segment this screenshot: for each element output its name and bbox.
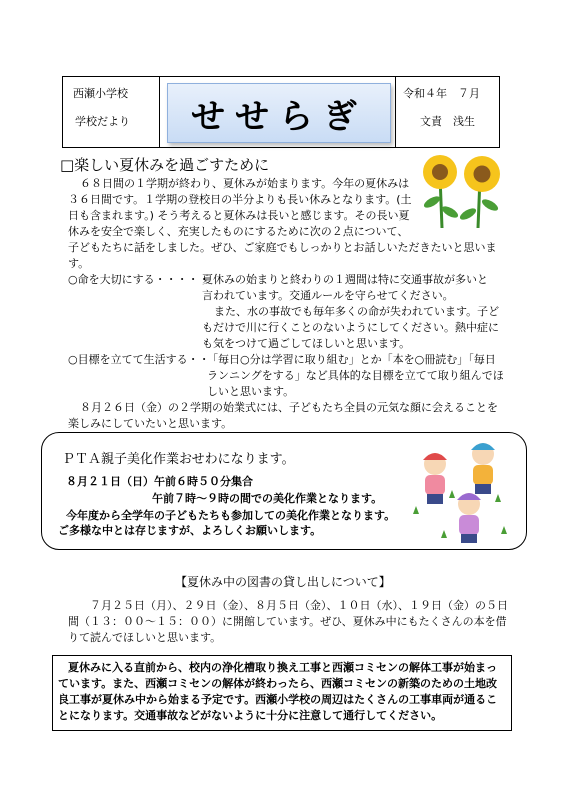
- text-line: 夏休みに入る直前から、校内の浄化槽取り換え工事と西瀬コミセンの解体工事が始まっ: [68, 661, 497, 674]
- header-table: [62, 76, 500, 148]
- text-line: ランニングをする」など具体的な目標を立てて取り組んでほ: [207, 369, 504, 382]
- pta-heading: ＰＴＡ親子美化作業おせわになります。: [62, 452, 295, 467]
- closing-paragraph: [68, 400, 498, 432]
- pta-line: 今年度から全学年の子どもたちも参加しての美化作業となります。: [66, 509, 396, 522]
- text-line: しいと思います。: [207, 385, 295, 398]
- child-icon: [471, 443, 495, 494]
- text-line: ７月２５日（月）、２９日（金）、８月５日（金）、１０日（水）、１９日（金）の５日: [90, 599, 508, 612]
- pta-line: 午前７時～９時の間での美化作業となります。: [152, 492, 383, 505]
- text-line: とになります。交通事故などがないように十分に注意して通行してください。: [58, 709, 443, 722]
- text-line: ています。また、西瀬コミセンの解体が終わったら、西瀬コミセンの新築のための土地改: [58, 677, 498, 690]
- text-line: もだけで川に行くことのないようにしてください。熱中症に: [202, 321, 499, 334]
- pta-line: ８月２１日（日）午前６時５０分集合: [66, 475, 253, 488]
- text-line: りて読んでほしいと思います。: [68, 631, 222, 644]
- children-cleaning-illustration: [405, 438, 517, 546]
- author: 文責 浅生: [420, 115, 475, 128]
- header-divider: [159, 77, 160, 147]
- text-line: 「毎日○分は学習に取り組む」とか「本を○冊読む」「毎日: [207, 353, 496, 366]
- text-line: ３６日間です。１学期の登校日の半分よりも長い休みとなります。(土: [68, 193, 412, 206]
- section-heading: □楽しい夏休みを過ごすために: [60, 156, 270, 174]
- school-name: 西瀬小学校: [73, 87, 128, 100]
- child-icon: [423, 453, 447, 504]
- text-line: また、水の事故でも毎年多くの命が失われています。子ど: [214, 305, 500, 318]
- text-line: 言われています。交通ルールを守らせてください。: [202, 289, 454, 302]
- text-line: 良工事が夏休み中から始まる予定です。西瀬小学校の周辺はたくさんの工事車両が通るこ: [58, 693, 498, 706]
- library-heading: 【夏休み中の図書の貸し出しについて】: [175, 575, 391, 589]
- pta-line: ご多様な中とは存じますが、よろしくお願いします。: [58, 524, 322, 537]
- text-line: 休みを安全で楽しく、充実したものにするために次の２点について、: [68, 225, 409, 238]
- text-line: 日も含まれます。) そう考えると夏休みは長いと感じます。その長い夏: [68, 209, 410, 222]
- item2-label: ○目標を立てて生活する・・: [68, 353, 210, 366]
- intro-paragraph: [68, 176, 497, 272]
- text-line: 間（１３：００～１５：００）に開館しています。ぜひ、夏休み中にもたくさんの本を借: [68, 615, 507, 628]
- newsletter-title: せせらぎ: [167, 83, 391, 143]
- newsletter-label: 学校だより: [75, 115, 130, 128]
- text-line: も気をつけて過ごしてほしいと思います。: [202, 337, 411, 350]
- text-line: す。: [68, 257, 90, 270]
- text-line: 楽しみにしていたいと思います。: [68, 417, 233, 430]
- header-divider: [395, 77, 396, 147]
- library-paragraph: [68, 598, 508, 646]
- construction-notice-text: [58, 660, 497, 724]
- item1-label: ○命を大切にする・・・・・: [68, 273, 210, 286]
- text-line: ８月２６日（金）の２学期の始業式には、子どもたち全員の元気な顔に会えることを: [80, 401, 498, 414]
- text-line: 夏休みの始まりと終わりの１週間は特に交通事故が多いと: [202, 273, 488, 286]
- text-line: 子どもたちに話をしました。ぜひ、ご家庭でもしっかりとお話しいただきたいと思いま: [68, 241, 497, 254]
- text-line: ６８日間の１学期が終わり、夏休みが始まります。今年の夏休みは: [80, 177, 410, 190]
- issue-date: 令和４年 ７月: [403, 87, 480, 100]
- child-icon: [457, 493, 481, 543]
- item1-text: [202, 272, 499, 352]
- item2-text: [207, 352, 504, 400]
